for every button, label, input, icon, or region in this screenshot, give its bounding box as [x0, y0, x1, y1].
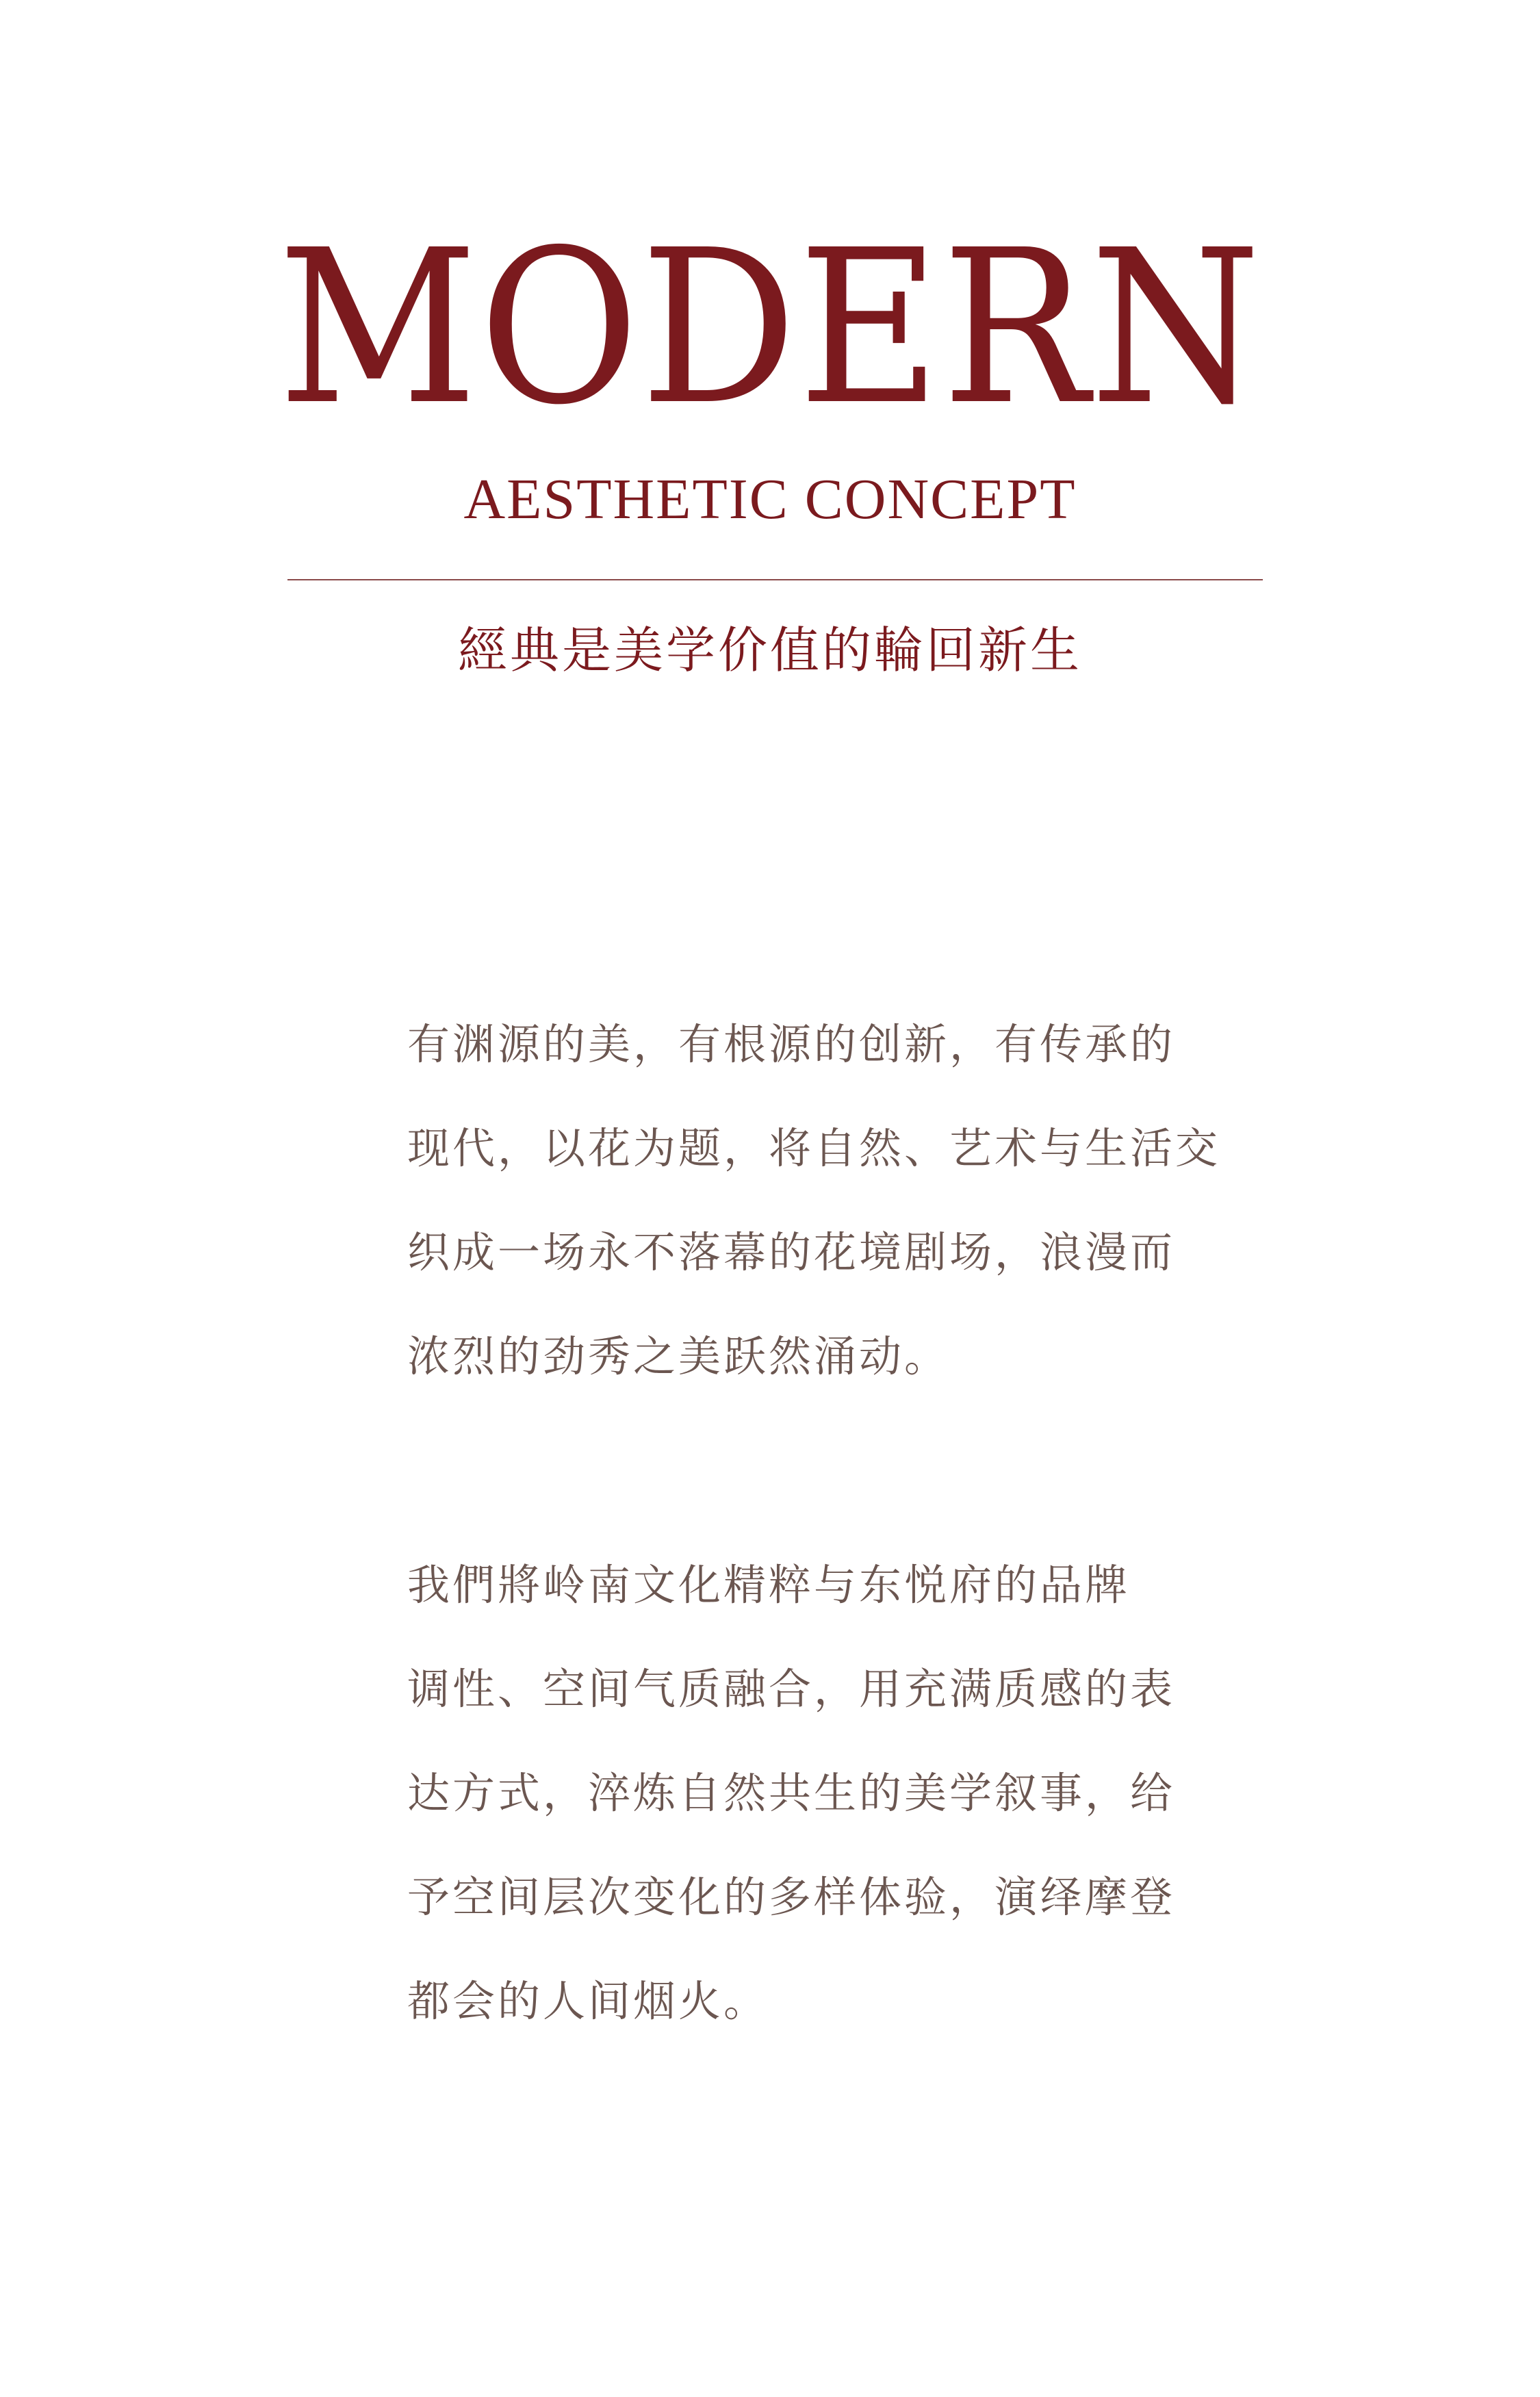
tagline: 經典是美学价值的輪回新生 — [457, 621, 1082, 679]
paragraph-line: 织成一场永不落幕的花境剧场，浪漫而 — [407, 1227, 1176, 1277]
divider — [287, 579, 1263, 580]
paragraph-line: 现代，以花为题，将自然、艺术与生活交 — [407, 1123, 1221, 1173]
paragraph-line: 我們將岭南文化精粹与东悦府的品牌 — [407, 1560, 1131, 1610]
paragraph-line: 调性、空间气质融合，用充满质感的表 — [407, 1664, 1176, 1714]
paragraph-line: 有渊源的美，有根源的创新，有传承的 — [407, 1019, 1176, 1069]
paragraph-line: 达方式，淬炼自然共生的美学叙事，给 — [407, 1768, 1176, 1818]
paragraph-line: 都会的人间烟火。 — [407, 1976, 769, 2026]
paragraph-2 — [407, 1533, 1201, 2053]
page-subtitle: AESTHETIC CONCEPT — [463, 467, 1077, 531]
paragraph-1 — [407, 992, 1221, 1409]
paragraph-line: 予空间层次变化的多样体验，演绎摩登 — [407, 1872, 1176, 1922]
paragraph-line: 浓烈的劲秀之美跃然涌动。 — [407, 1331, 950, 1381]
page-title: MODERN — [277, 205, 1263, 452]
